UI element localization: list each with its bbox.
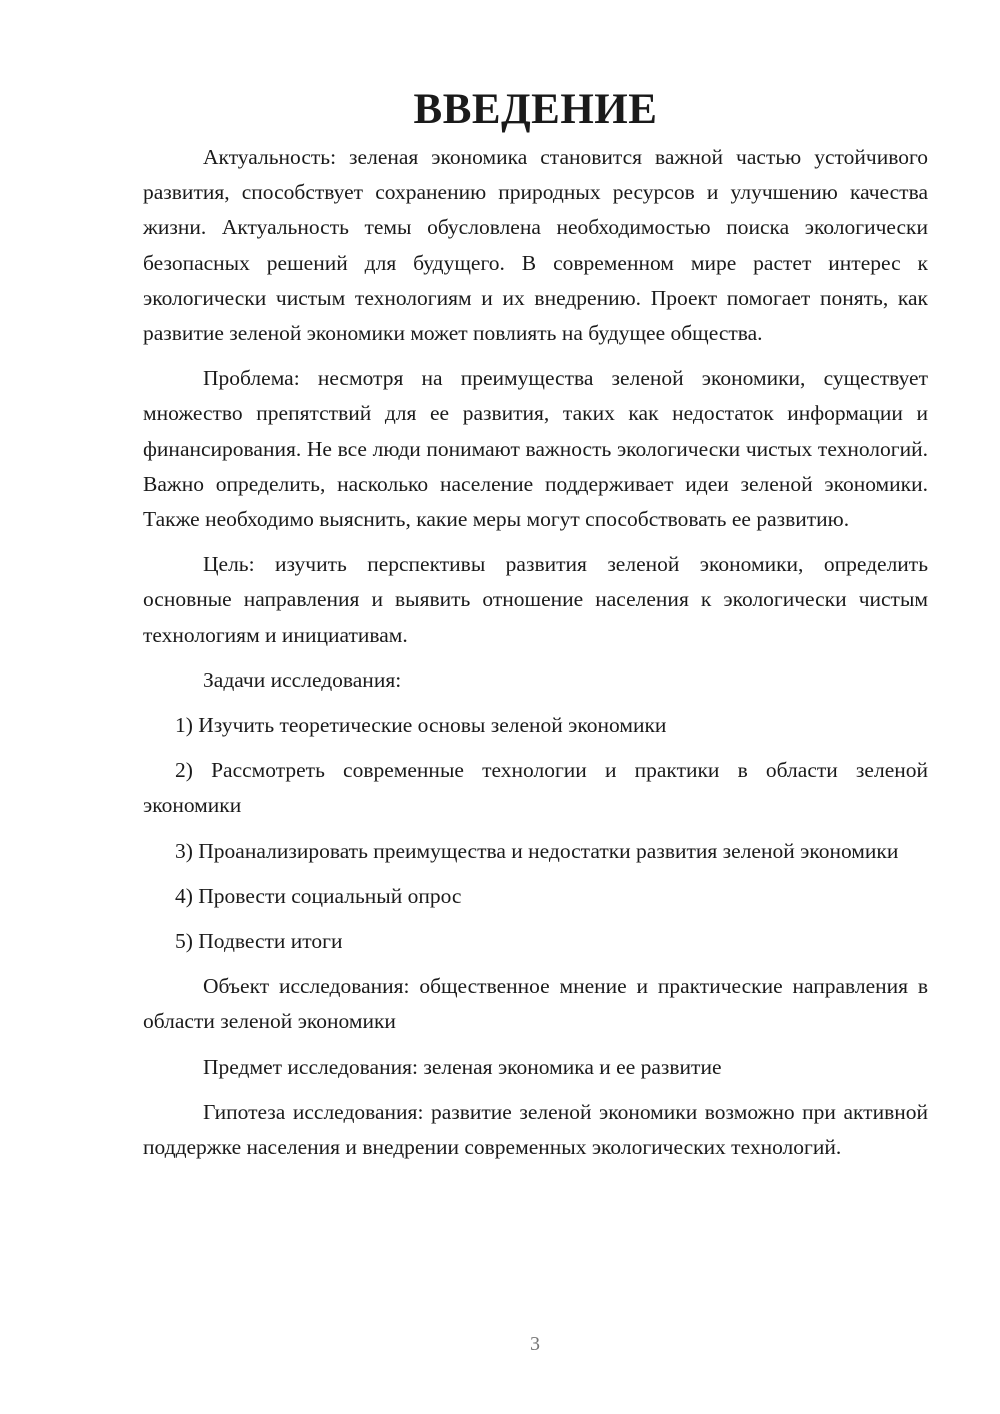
hypothesis-paragraph: Гипотеза исследования: развитие зеленой экономики возможно при активной поддержке населения и внедрении современных экологических технологий. bbox=[143, 1099, 928, 1160]
task-item-3: 3) Проанализировать преимущества и недостатки развития зеленой экономики bbox=[175, 838, 899, 863]
relevance-paragraph: Актуальность: зеленая экономика становится важной частью устойчивого развития, способствует сохранению природных ресурсов и улучшению качества жизни. Актуальность темы обусловлена необходимостью поиска экологически безопасных решений для будущего. В современном мире растет интерес к экологически чистым технологиям и их внедрению. Проект помогает понять, как развитие зеленой экономики может повлиять на будущее общества. bbox=[143, 145, 928, 346]
task-item-4: 4) Провести социальный опрос bbox=[175, 883, 462, 908]
tasks-heading: Задачи исследования: bbox=[203, 667, 402, 692]
task-item-5: 5) Подвести итоги bbox=[175, 929, 343, 954]
goal-paragraph: Цель: изучить перспективы развития зеленой экономики, определить основные направления и выявить отношение населения к экологически чистым технологиям и инициативам. bbox=[143, 552, 928, 647]
object-paragraph: Объект исследования: общественное мнение и практические направления в области зеленой экономики bbox=[143, 974, 928, 1034]
page-number: 3 bbox=[530, 1333, 540, 1355]
problem-paragraph: Проблема: несмотря на преимущества зеленой экономики, существует множество препятствий для ее развития, таких как недостаток информации и финансирования. Не все люди понимают важность экологически чистых технологий. Важно определить, насколько население поддерживает идеи зеленой экономики. Также необходимо выяснить, какие меры могут способствовать ее развитию. bbox=[143, 366, 928, 532]
subject-paragraph: Предмет исследования: зеленая экономика и ее развитие bbox=[203, 1054, 722, 1079]
task-item-1: 1) Изучить теоретические основы зеленой экономики bbox=[175, 713, 667, 738]
task-item-2: 2) Рассмотреть современные технологии и практики в области зеленой экономики bbox=[143, 758, 928, 818]
document-page bbox=[143, 86, 928, 1165]
document-title: ВВЕДЕНИЕ bbox=[413, 86, 658, 133]
